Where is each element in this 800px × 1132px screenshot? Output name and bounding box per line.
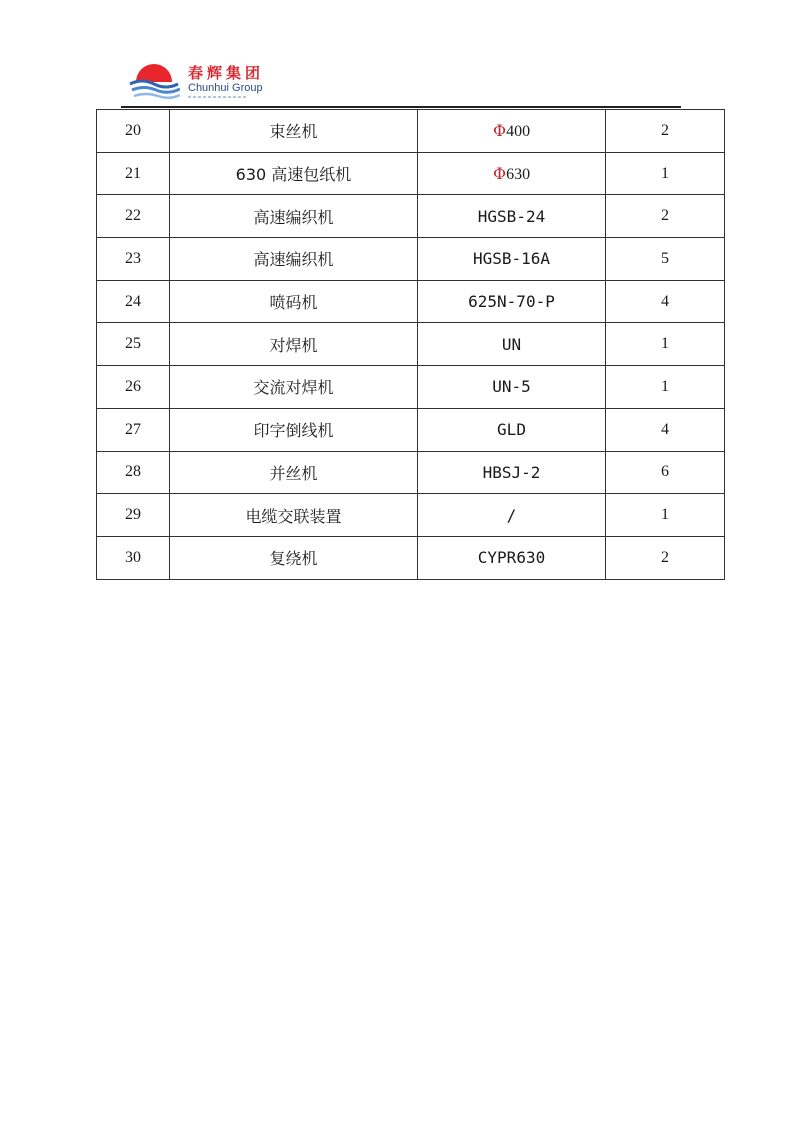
row-number-cell: 29 bbox=[97, 494, 170, 537]
table-row bbox=[97, 238, 725, 281]
quantity-cell: 4 bbox=[606, 408, 725, 451]
table-row bbox=[97, 536, 725, 579]
table-row bbox=[97, 280, 725, 323]
row-number-cell: 28 bbox=[97, 451, 170, 494]
page-header bbox=[128, 56, 688, 108]
model-value: HBSJ-2 bbox=[482, 462, 541, 482]
equipment-name-cell: 630 高速包纸机 bbox=[170, 152, 418, 195]
row-number-cell: 23 bbox=[97, 238, 170, 281]
row-number-cell: 26 bbox=[97, 366, 170, 409]
equipment-name-cell: 复绕机 bbox=[170, 536, 418, 579]
model-cell bbox=[418, 536, 606, 579]
header-divider bbox=[121, 106, 681, 108]
row-number-cell: 24 bbox=[97, 280, 170, 323]
table-row bbox=[97, 494, 725, 537]
logo-underline bbox=[188, 96, 246, 98]
model-value: 625N-70-P bbox=[468, 292, 555, 312]
row-number-cell: 22 bbox=[97, 195, 170, 238]
equipment-name-cell: 束丝机 bbox=[170, 110, 418, 153]
diameter-symbol: Φ bbox=[492, 163, 507, 183]
equipment-name-cell: 高速编织机 bbox=[170, 238, 418, 281]
table-row bbox=[97, 451, 725, 494]
quantity-cell: 1 bbox=[606, 152, 725, 195]
quantity-cell: 2 bbox=[606, 110, 725, 153]
row-number-cell: 25 bbox=[97, 323, 170, 366]
model-cell bbox=[418, 110, 606, 153]
equipment-name-cell: 印字倒线机 bbox=[170, 408, 418, 451]
model-value: 400 bbox=[506, 122, 531, 140]
row-number-cell: 21 bbox=[97, 152, 170, 195]
model-value: GLD bbox=[497, 420, 526, 440]
quantity-cell: 1 bbox=[606, 494, 725, 537]
table-row bbox=[97, 152, 725, 195]
model-cell bbox=[418, 408, 606, 451]
model-value: 630 bbox=[506, 165, 531, 183]
sun-wave-logo-icon bbox=[128, 58, 180, 102]
row-number-cell: 20 bbox=[97, 110, 170, 153]
quantity-cell: 1 bbox=[606, 323, 725, 366]
model-value: HGSB-24 bbox=[477, 206, 546, 226]
table-row bbox=[97, 323, 725, 366]
model-value: / bbox=[506, 505, 517, 525]
table-row bbox=[97, 195, 725, 238]
model-cell bbox=[418, 195, 606, 238]
equipment-name-cell: 喷码机 bbox=[170, 280, 418, 323]
equipment-name-cell: 高速编织机 bbox=[170, 195, 418, 238]
model-cell bbox=[418, 152, 606, 195]
model-cell bbox=[418, 323, 606, 366]
model-value: HGSB-16A bbox=[472, 249, 551, 269]
table-row bbox=[97, 110, 725, 153]
row-number-cell: 27 bbox=[97, 408, 170, 451]
quantity-cell: 5 bbox=[606, 238, 725, 281]
equipment-name-cell: 交流对焊机 bbox=[170, 366, 418, 409]
model-cell bbox=[418, 238, 606, 281]
model-cell bbox=[418, 280, 606, 323]
quantity-cell: 4 bbox=[606, 280, 725, 323]
table-row bbox=[97, 408, 725, 451]
model-cell bbox=[418, 366, 606, 409]
quantity-cell: 6 bbox=[606, 451, 725, 494]
row-number-cell: 30 bbox=[97, 536, 170, 579]
model-value: UN bbox=[501, 334, 522, 354]
model-value: CYPR630 bbox=[477, 548, 546, 568]
quantity-cell: 1 bbox=[606, 366, 725, 409]
quantity-cell: 2 bbox=[606, 536, 725, 579]
equipment-name-cell: 对焊机 bbox=[170, 323, 418, 366]
model-cell bbox=[418, 451, 606, 494]
model-value: UN-5 bbox=[492, 377, 531, 397]
equipment-name-cell: 并丝机 bbox=[170, 451, 418, 494]
equipment-table-body bbox=[97, 110, 725, 580]
equipment-table bbox=[96, 109, 725, 580]
quantity-cell: 2 bbox=[606, 195, 725, 238]
equipment-name-cell: 电缆交联装置 bbox=[170, 494, 418, 537]
diameter-symbol: Φ bbox=[492, 120, 507, 140]
model-cell bbox=[418, 494, 606, 537]
table-row bbox=[97, 366, 725, 409]
company-name-cn: 春辉集团 bbox=[188, 64, 265, 82]
company-name-en: Chunhui Group bbox=[188, 82, 263, 94]
